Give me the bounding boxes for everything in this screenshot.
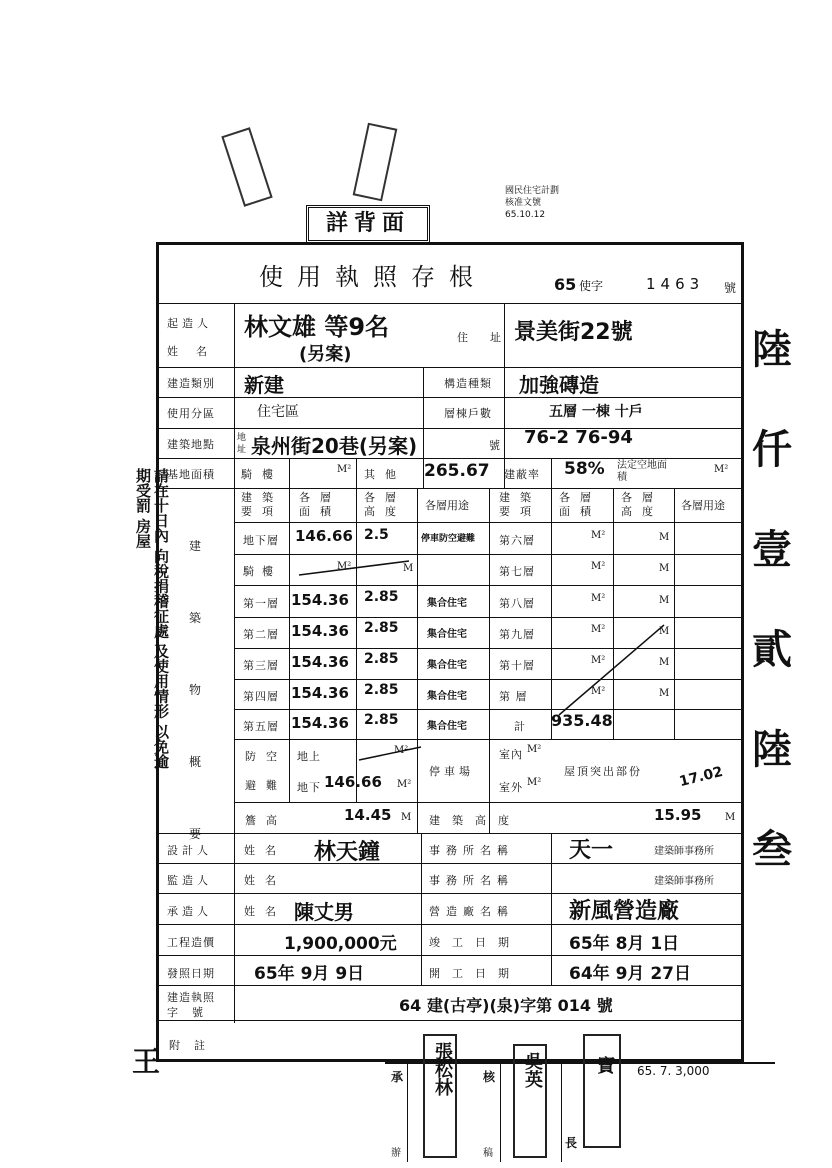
lot-label: 號	[489, 439, 500, 452]
right-row-2-m: M	[659, 563, 670, 574]
parking-label: 停車場	[429, 765, 474, 778]
right-row-4-m2: M²	[591, 624, 606, 635]
indoor-label: 室內	[499, 748, 523, 761]
left-row-7-area: 154.36	[291, 714, 349, 732]
right-row-1-m: M	[659, 532, 670, 543]
left-note-3: 及使用情形	[152, 643, 170, 719]
form-number: 1463	[646, 275, 705, 293]
left-row-1-area: 146.66	[295, 527, 353, 545]
right-row-7-item: 計	[514, 720, 526, 733]
structure-value: 加強磚造	[519, 373, 599, 397]
floors-label: 層棟戶數	[444, 407, 492, 420]
open-label: 開工日期	[429, 967, 521, 980]
form-number-prefix: 65	[554, 275, 577, 294]
left-mark: 王	[132, 1045, 161, 1078]
permit-value: 64 建(古亭)(泉)字第 014 號	[399, 996, 613, 1015]
above-label: 地上	[297, 750, 321, 763]
coverage-label: 建蔽率	[504, 468, 540, 481]
site-label: 建築地點	[167, 438, 215, 451]
right-row-6-item: 第 層	[499, 690, 528, 703]
left-row-4-height: 2.85	[364, 620, 399, 636]
other-label: 其他	[364, 468, 406, 481]
left-note-4: 以免逾期受罰	[134, 468, 170, 769]
left-row-3-height: 2.85	[364, 589, 399, 605]
shelter-label1: 防空	[245, 750, 287, 763]
story-height-value: 14.45	[344, 806, 392, 824]
remarks-label: 附註	[169, 1039, 219, 1052]
designer-label: 設計人	[167, 844, 212, 857]
strike-arcade	[299, 561, 409, 575]
form-number-suffix: 號	[724, 281, 737, 295]
supervisor-name-label: 姓名	[244, 874, 286, 887]
site-sub1: 地	[237, 433, 247, 443]
permit-label2: 字號	[167, 1006, 217, 1019]
left-row-3-use: 集合住宅	[427, 598, 467, 609]
supervisor-label: 監造人	[167, 874, 212, 887]
right-row-5-item: 第十層	[499, 659, 535, 672]
story-height-label: 簷高	[245, 814, 287, 827]
approval-stamp-line2: 核准文號	[505, 198, 542, 208]
build-type-value: 新建	[244, 373, 284, 397]
right-row-7-area: 935.48	[551, 711, 613, 730]
left-row-7-item: 第五層	[243, 720, 279, 733]
side-char-3: 物	[189, 683, 202, 697]
designer-name: 林天鐘	[314, 840, 381, 865]
left-row-3-item: 第一層	[243, 597, 279, 610]
builder-value: 林文雄 等9名	[244, 313, 390, 341]
col-header-6: 各層面積	[559, 491, 601, 518]
cost-value: 1,900,000元	[284, 934, 397, 954]
right-row-5-m: M	[659, 657, 670, 668]
building-height-unit: M	[725, 812, 736, 823]
issue-label: 發照日期	[167, 967, 215, 980]
left-row-6-area: 154.36	[291, 684, 349, 702]
arcade-unit: M²	[337, 464, 352, 475]
left-row-1-height: 2.5	[364, 527, 389, 543]
open-value: 64年 9月 27日	[569, 964, 691, 984]
side-char-5: 要	[189, 827, 202, 841]
designer-office-suffix: 建築師事務所	[654, 846, 714, 857]
footer-label-4: 稿	[483, 1148, 493, 1159]
signature-strip	[385, 1042, 775, 1164]
right-row-1-item: 第六層	[499, 534, 535, 547]
left-row-7-height: 2.85	[364, 712, 399, 728]
right-row-4-item: 第九層	[499, 628, 535, 641]
header-badge: 詳背面	[306, 205, 430, 243]
strike-right-floors	[559, 625, 664, 715]
approver-stamp-1	[423, 1034, 457, 1158]
permit-form	[156, 242, 744, 1062]
floors-value: 五層 一棟 十戶	[549, 404, 643, 420]
legal-empty-label: 法定空地面積	[617, 460, 667, 483]
designer-name-label: 姓名	[244, 844, 286, 857]
approver-stamp-1-text: 張松林	[432, 1042, 453, 1096]
legal-empty-unit: M²	[714, 464, 729, 475]
coverage-value: 58%	[564, 459, 605, 479]
left-row-4-item: 第二層	[243, 628, 279, 641]
right-char-5: 陸	[752, 727, 792, 773]
approver-stamp-2	[513, 1044, 547, 1158]
right-margin-handwriting	[752, 300, 822, 900]
side-char-2: 築	[189, 611, 202, 625]
approver-stamp-3	[583, 1034, 621, 1148]
designer-office-label: 事務所名稱	[429, 844, 514, 857]
use-zone-value: 住宅區	[257, 404, 299, 420]
left-row-1-item: 地下層	[243, 534, 279, 547]
site-value: 泉州街20巷(另案)	[251, 434, 418, 458]
col-header-4: 各層用途	[425, 499, 469, 512]
side-char-1: 建	[189, 539, 202, 553]
right-row-4-m: M	[659, 626, 670, 637]
approval-stamp-line3: 65.10.12	[505, 210, 546, 220]
builder-note: (另案)	[299, 344, 352, 365]
roof-value: 17.02	[677, 763, 725, 791]
build-type-label: 建造類別	[167, 377, 215, 390]
approver-stamp-2-text: 吳英	[522, 1052, 543, 1088]
footer-label-5: 長	[565, 1136, 578, 1150]
name-label: 姓名	[167, 345, 225, 358]
building-height-label: 建築高度	[429, 814, 521, 827]
left-row-5-area: 154.36	[291, 653, 349, 671]
right-row-5-m2: M²	[591, 655, 606, 666]
completion-label: 竣工日期	[429, 936, 521, 949]
outdoor-label: 室外	[499, 781, 523, 794]
right-row-2-item: 第七層	[499, 565, 535, 578]
right-char-3: 壹	[752, 527, 792, 573]
footer-label-1: 承	[391, 1070, 404, 1084]
col-header-5: 建築要項	[499, 491, 541, 518]
form-number-word: 使字	[579, 279, 604, 293]
col-header-7: 各層高度	[621, 491, 663, 518]
strike-shelter-above	[359, 747, 421, 760]
contractor-firm: 新風營造廠	[569, 899, 680, 924]
col-header-1: 建築要項	[241, 491, 283, 518]
designer-office: 天一	[569, 838, 614, 863]
left-row-2-m: M	[403, 563, 414, 574]
left-row-6-height: 2.85	[364, 682, 399, 698]
indoor-unit: M²	[527, 744, 542, 755]
supervisor-office-suffix: 建築師事務所	[654, 876, 714, 887]
contractor-label: 承造人	[167, 905, 212, 918]
above-unit: M²	[394, 745, 409, 756]
left-row-4-area: 154.36	[291, 622, 349, 640]
contractor-name: 陳丈男	[294, 900, 354, 924]
col-header-3: 各層高度	[364, 491, 406, 518]
below-label: 地下	[297, 781, 321, 794]
right-row-1-m2: M²	[591, 530, 606, 541]
contractor-name-label: 姓名	[244, 905, 286, 918]
builder-label: 起造人	[167, 317, 212, 330]
site-sub2: 址	[237, 445, 247, 455]
right-row-3-item: 第八層	[499, 597, 535, 610]
left-row-6-use: 集合住宅	[427, 691, 467, 702]
rotated-stamp-left	[221, 127, 272, 207]
right-row-3-m: M	[659, 595, 670, 606]
left-row-2-item: 騎樓	[243, 565, 281, 578]
issue-value: 65年 9月 9日	[254, 964, 365, 984]
rotated-stamp-center	[353, 123, 398, 202]
right-char-2: 仟	[752, 427, 792, 473]
left-note-2: 向稅捐稽征處	[152, 548, 170, 639]
lot-value: 76-2 76-94	[524, 427, 633, 448]
form-title: 使用執照存根	[259, 263, 487, 291]
right-char-4: 貳	[752, 627, 792, 673]
approver-stamp-3-text: 寶	[594, 1056, 615, 1074]
col-header-8: 各層用途	[681, 499, 725, 512]
left-row-2-m2: M²	[337, 561, 352, 572]
left-row-1-use: 停車防空避難	[421, 534, 476, 544]
left-row-5-item: 第三層	[243, 659, 279, 672]
right-row-6-m: M	[659, 688, 670, 699]
supervisor-office-label: 事務所名稱	[429, 874, 514, 887]
below-unit: M²	[397, 779, 412, 790]
contractor-firm-label: 營造廠名稱	[429, 905, 514, 918]
left-row-5-use: 集合住宅	[427, 660, 467, 671]
right-row-2-m2: M²	[591, 561, 606, 572]
arcade-label: 騎樓	[241, 468, 283, 481]
left-row-3-area: 154.36	[291, 591, 349, 609]
outdoor-unit: M²	[527, 777, 542, 788]
right-row-6-m2: M²	[591, 686, 606, 697]
below-value: 146.66	[324, 773, 382, 791]
roof-label: 屋頂突出部份	[564, 765, 642, 778]
address-value: 景美街22號	[514, 320, 633, 345]
right-char-6: 叁	[752, 827, 792, 873]
structure-label: 構造種類	[444, 377, 492, 390]
base-area-label: 基地面積	[167, 468, 215, 481]
left-row-5-height: 2.85	[364, 651, 399, 667]
cost-label: 工程造價	[167, 936, 215, 949]
shelter-label2: 避難	[245, 779, 287, 792]
permit-label1: 建造執照	[167, 991, 215, 1004]
building-height-value: 15.95	[654, 806, 702, 824]
left-row-6-item: 第四層	[243, 690, 279, 703]
use-zone-label: 使用分區	[167, 407, 215, 420]
print-info: 65. 7. 3,000	[637, 1064, 710, 1078]
left-note-1: 請在十日內	[152, 468, 170, 543]
approval-stamp	[505, 185, 735, 235]
col-header-2: 各層面積	[299, 491, 341, 518]
address-label: 住址	[457, 331, 523, 344]
completion-value: 65年 8月 1日	[569, 934, 680, 954]
approval-stamp-line1: 國民住宅計劃	[505, 186, 560, 196]
left-row-7-use: 集合住宅	[427, 721, 467, 732]
story-height-unit: M	[401, 812, 412, 823]
side-char-4: 概	[189, 755, 202, 769]
left-note-5: 房屋	[134, 518, 152, 549]
left-row-4-use: 集合住宅	[427, 629, 467, 640]
right-row-3-m2: M²	[591, 593, 606, 604]
right-char-1: 陸	[752, 327, 792, 373]
other-value: 265.67	[424, 461, 490, 481]
footer-label-2: 辦	[391, 1148, 401, 1159]
footer-label-3: 核	[483, 1070, 496, 1084]
strike-lines	[159, 245, 741, 805]
